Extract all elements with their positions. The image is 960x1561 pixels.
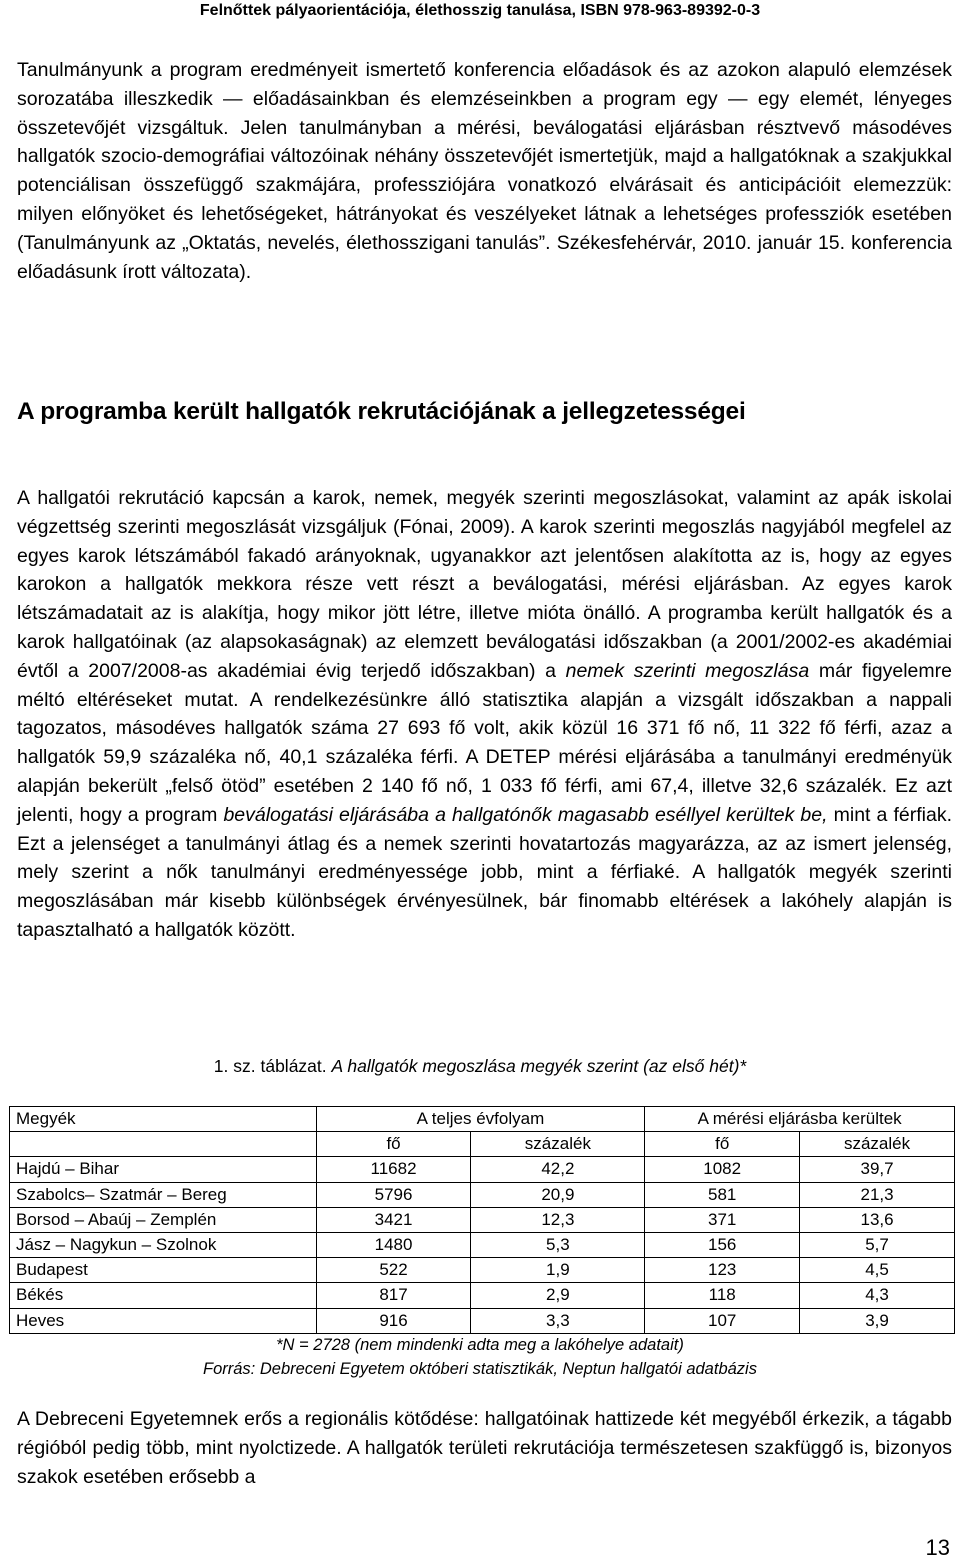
row-percent-total: 5,3 xyxy=(471,1232,645,1257)
row-percent-total: 12,3 xyxy=(471,1207,645,1232)
row-fo-total: 522 xyxy=(316,1258,471,1283)
row-percent-total: 3,3 xyxy=(471,1308,645,1333)
table-row xyxy=(10,1207,955,1232)
row-percent-selected: 4,5 xyxy=(800,1258,955,1283)
row-percent-total: 42,2 xyxy=(471,1157,645,1182)
table-row xyxy=(10,1308,955,1333)
table-subheader-row xyxy=(10,1132,955,1157)
row-fo-selected: 107 xyxy=(645,1308,800,1333)
table-caption-number: 1. sz. táblázat. xyxy=(213,1056,327,1076)
row-county: Heves xyxy=(10,1308,317,1333)
row-percent-selected: 5,7 xyxy=(800,1232,955,1257)
row-percent-total: 1,9 xyxy=(471,1258,645,1283)
table-row xyxy=(10,1283,955,1308)
row-percent-total: 20,9 xyxy=(471,1182,645,1207)
table-caption xyxy=(0,1056,960,1077)
row-fo-total: 3421 xyxy=(316,1207,471,1232)
row-fo-total: 11682 xyxy=(316,1157,471,1182)
row-county: Szabolcs– Szatmár – Bereg xyxy=(10,1182,317,1207)
table-source: Forrás: Debreceni Egyetem októberi statisztikák, Neptun hallgatói adatbázis xyxy=(203,1360,757,1378)
main-text-part2: már figyelemre méltó eltéréseket mutat. A rendelkezésünkre álló statisztika alapján a vizsgált időszakban a nappali tagozatos, másodéves hallgatók száma 27 693 fő volt, akik közül 16 371 fő nő, 11 322 fő férfi, azaz a hallgatók 59,9 százaléka nő, 40,1 százaléka férfi. A DETEP mérési eljárásába a tanulmányi eredményük alapján bekerült „felső ötöd” esetében 2 140 fő nő, 1 033 fő férfi, ami 67,4, illetve 32,6 százalék. Ez azt jelenti, hogy a program xyxy=(17,659,952,826)
table-caption-title: A hallgatók megoszlása megyék szerint (az első hét)* xyxy=(331,1056,747,1076)
row-percent-selected: 3,9 xyxy=(800,1308,955,1333)
subheader-fo-1: fő xyxy=(316,1132,471,1157)
row-percent-selected: 13,6 xyxy=(800,1207,955,1232)
row-fo-selected: 581 xyxy=(645,1182,800,1207)
header-meresi-eljaras: A mérési eljárásba kerültek xyxy=(645,1107,955,1132)
row-percent-selected: 4,3 xyxy=(800,1283,955,1308)
page-number: 13 xyxy=(925,1535,950,1560)
table-row xyxy=(10,1157,955,1182)
table-row xyxy=(10,1182,955,1207)
row-fo-selected: 156 xyxy=(645,1232,800,1257)
header-megyek: Megyék xyxy=(10,1107,317,1132)
subheader-szazalek-2: százalék xyxy=(800,1132,955,1157)
header-teljes-evfolyam: A teljes évfolyam xyxy=(316,1107,645,1132)
row-fo-selected: 1082 xyxy=(645,1157,800,1182)
row-percent-selected: 21,3 xyxy=(800,1182,955,1207)
row-percent-selected: 39,7 xyxy=(800,1157,955,1182)
row-county: Borsod – Abaúj – Zemplén xyxy=(10,1207,317,1232)
running-header: Felnőttek pályaorientációja, élethosszig tanulása, ISBN 978-963-89392-0-3 xyxy=(199,2,761,19)
row-county: Hajdú – Bihar xyxy=(10,1157,317,1182)
row-fo-total: 916 xyxy=(316,1308,471,1333)
closing-paragraph: A Debreceni Egyetemnek erős a regionális kötődése: hallgatóinak hattizede két megyéből érkezik, a tágabb régióból pedig több, mint nyolctizede. A hallgatók területi rekrutációja természetesen szakfüggő is, bizonyos szakok esetében erősebb a xyxy=(17,1408,952,1488)
row-fo-total: 5796 xyxy=(316,1182,471,1207)
row-fo-selected: 123 xyxy=(645,1258,800,1283)
subheader-empty xyxy=(10,1132,317,1157)
intro-paragraph: Tanulmányunk a program eredményeit ismertető konferencia előadások és az azokon alapuló elemzések sorozatába illeszkedik — előadásainkban és elemzéseinkben a program egy — egy elemét, lényeges összetevőjét vizsgáltuk. Jelen tanulmányban a mérési, beválogatási eljárásban résztvevő másodéves hallgatók szocio-demográfiai változóinak néhány összetevőjét ismertetjük, majd a hallgatóknak a szakjukkal potenciálisan összefüggő szakmájára, professziójára vonatkozó elvárásait és anticipációit elemezzük: milyen előnyöket és lehetőségeket, hátrányokat és veszélyeket látnak a lehetséges professziók esetében (Tanulmányunk az „Oktatás, nevelés, élethosszigani tanulás”. Székesfehérvár, 2010. január 15. konferencia előadásunk írott változata). xyxy=(17,59,952,283)
table-header-row xyxy=(10,1107,955,1132)
subheader-szazalek-1: százalék xyxy=(471,1132,645,1157)
row-county: Jász – Nagykun – Szolnok xyxy=(10,1232,317,1257)
main-emphasis-1: nemek szerinti megoszlása xyxy=(565,659,810,682)
row-county: Budapest xyxy=(10,1258,317,1283)
table-footnote: *N = 2728 (nem mindenki adta meg a lakóhelye adatait) xyxy=(276,1336,684,1354)
row-percent-total: 2,9 xyxy=(471,1283,645,1308)
main-emphasis-2: beválogatási eljárásába a hallgatónők magasabb eséllyel kerültek be, xyxy=(223,803,828,826)
table-row xyxy=(10,1232,955,1257)
row-fo-total: 817 xyxy=(316,1283,471,1308)
main-text-part3: mint a férfiak. Ezt a jelenséget a tanulmányi átlag és a nemek szerinti hovatartozás magyarázza, az az ismert jelenség, mely szerint a nők tanulmányi eredményessége jobb, mint a férfiaké. A hallgatók megyék szerinti megoszlásában már kisebb különbségek érvényesülnek, bár finomabb eltérések a lakóhely alapján is tapasztalható a hallgatók között. xyxy=(17,803,952,941)
subheader-fo-2: fő xyxy=(645,1132,800,1157)
table-row xyxy=(10,1258,955,1283)
main-paragraph xyxy=(17,484,952,945)
main-text-part1: A hallgatói rekrutáció kapcsán a karok, nemek, megyék szerinti megoszlásokat, valamint az apák iskolai végzettség szerinti megoszlását vizsgáljuk (Fónai, 2009). A karok szerinti megoszlás nagyjából megfelel az egyes karok létszámából fakadó arányoknak, ugyanakkor azt jelentősen alakította az is, hogy az egyes karokon a hallgatók mekkora része vett részt a beválogatási, mérési eljárásban. Az egyes karok létszámadatait az is alakítja, hogy mikor jött létre, illetve mióta önálló. A programba került hallgatók és a karok hallgatóinak (az alapsokaságnak) az elemzett beválogatási időszakban (a 2001/2002-es akadémiai évtől a 2007/2008-as akadémiai évig terjedő időszakban) a xyxy=(17,487,952,682)
county-distribution-table xyxy=(9,1106,955,1334)
row-fo-total: 1480 xyxy=(316,1232,471,1257)
row-county: Békés xyxy=(10,1283,317,1308)
row-fo-selected: 118 xyxy=(645,1283,800,1308)
row-fo-selected: 371 xyxy=(645,1207,800,1232)
section-heading: A programba került hallgatók rekrutációjának a jellegzetességei xyxy=(17,398,746,425)
